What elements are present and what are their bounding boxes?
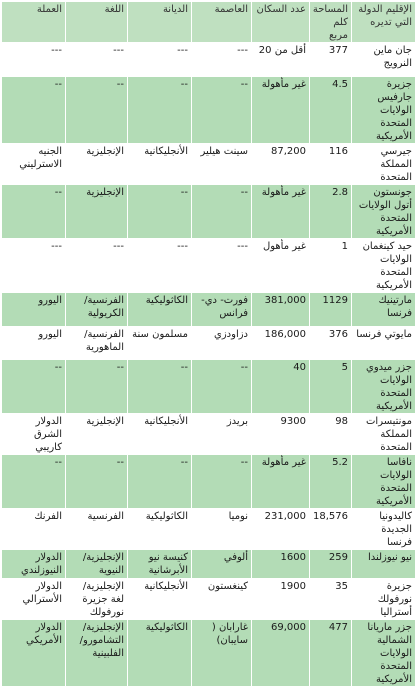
cell-language: الإنجليزية bbox=[66, 414, 128, 455]
cell-religion: -- bbox=[128, 77, 192, 144]
header-population: عدد السكان bbox=[252, 2, 310, 43]
cell-area: 98 bbox=[310, 414, 352, 455]
header-language: اللغة bbox=[66, 2, 128, 43]
cell-religion: -- bbox=[128, 455, 192, 509]
cell-language: -- bbox=[66, 455, 128, 509]
cell-currency: الدولار الشرق كاريبي bbox=[2, 414, 66, 455]
cell-area: 116 bbox=[310, 144, 352, 185]
cell-population: غير مأهولة bbox=[252, 455, 310, 509]
cell-language: --- bbox=[66, 239, 128, 293]
table-row bbox=[2, 327, 416, 360]
cell-language: الإنجليزية bbox=[66, 185, 128, 239]
cell-population: غير مأهولة bbox=[252, 77, 310, 144]
cell-religion: --- bbox=[128, 43, 192, 77]
cell-religion: الكاثوليكية bbox=[128, 509, 192, 550]
table-body bbox=[2, 43, 416, 687]
cell-capital: دزاودزي bbox=[192, 327, 252, 360]
cell-population: أقل من 20 bbox=[252, 43, 310, 77]
cell-capital: فورت- دي- فرانس bbox=[192, 293, 252, 327]
cell-currency: -- bbox=[2, 185, 66, 239]
table-row bbox=[2, 293, 416, 327]
cell-language: -- bbox=[66, 77, 128, 144]
cell-religion: الأنجليكانية bbox=[128, 579, 192, 620]
cell-religion: الكاثوليكية bbox=[128, 620, 192, 687]
cell-capital: ألوفي bbox=[192, 550, 252, 579]
cell-currency: الدولار الأسترالي bbox=[2, 579, 66, 620]
cell-territory: جزر ميدوي الولايات المتحدة الأمريكية bbox=[352, 360, 416, 414]
table-row bbox=[2, 414, 416, 455]
cell-area: 18,576 bbox=[310, 509, 352, 550]
cell-area: 377 bbox=[310, 43, 352, 77]
table-row bbox=[2, 620, 416, 687]
cell-capital: نوميا bbox=[192, 509, 252, 550]
territories-table bbox=[1, 1, 416, 687]
cell-territory: نيو نيوزلندا bbox=[352, 550, 416, 579]
cell-language: -- bbox=[66, 360, 128, 414]
table-header-row bbox=[2, 2, 416, 43]
cell-territory: جزر ماريانا الشمالية الولايات المتحدة الأمريكية bbox=[352, 620, 416, 687]
cell-currency: -- bbox=[2, 77, 66, 144]
cell-capital: غارابان ( سايبان) bbox=[192, 620, 252, 687]
header-currency: العملة bbox=[2, 2, 66, 43]
cell-religion: الأنجليكانية bbox=[128, 414, 192, 455]
cell-territory: جيرسي المملكة المتحدة bbox=[352, 144, 416, 185]
cell-religion: مسلمون سنة bbox=[128, 327, 192, 360]
table-row bbox=[2, 550, 416, 579]
cell-territory: كاليدونيا الجديدة فرنسا bbox=[352, 509, 416, 550]
cell-population: 40 bbox=[252, 360, 310, 414]
cell-religion: الأنجليكانية bbox=[128, 144, 192, 185]
cell-territory: مارتينيك فرنسا bbox=[352, 293, 416, 327]
cell-area: 5 bbox=[310, 360, 352, 414]
header-area: المساحة كلم مربع bbox=[310, 2, 352, 43]
cell-capital: -- bbox=[192, 360, 252, 414]
cell-religion: الكاثوليكية bbox=[128, 293, 192, 327]
table-row bbox=[2, 509, 416, 550]
cell-capital: --- bbox=[192, 239, 252, 293]
cell-area: 259 bbox=[310, 550, 352, 579]
cell-population: 69,000 bbox=[252, 620, 310, 687]
cell-population: 381,000 bbox=[252, 293, 310, 327]
cell-language: الإنجليزية bbox=[66, 144, 128, 185]
cell-currency: اليورو bbox=[2, 293, 66, 327]
cell-currency: الجنيه الاسترليني bbox=[2, 144, 66, 185]
cell-language: --- bbox=[66, 43, 128, 77]
cell-area: 477 bbox=[310, 620, 352, 687]
cell-population: 231,000 bbox=[252, 509, 310, 550]
cell-currency: الفرنك bbox=[2, 509, 66, 550]
cell-capital: -- bbox=[192, 455, 252, 509]
cell-territory: حيد كينغمان الولايات المتحدة الأمريكية bbox=[352, 239, 416, 293]
cell-area: 4.5 bbox=[310, 77, 352, 144]
cell-population: غير مأهولة bbox=[252, 185, 310, 239]
table-row bbox=[2, 144, 416, 185]
cell-capital: بريدز bbox=[192, 414, 252, 455]
cell-capital: كينغستون bbox=[192, 579, 252, 620]
cell-currency: --- bbox=[2, 239, 66, 293]
cell-language: الإنجليزية/ النيوية bbox=[66, 550, 128, 579]
table-row bbox=[2, 77, 416, 144]
cell-currency: اليورو bbox=[2, 327, 66, 360]
cell-language: الفرنسية/ الماهورية bbox=[66, 327, 128, 360]
cell-population: 1600 bbox=[252, 550, 310, 579]
cell-area: 376 bbox=[310, 327, 352, 360]
cell-capital: سينت هيلير bbox=[192, 144, 252, 185]
cell-language: الإنجليزية/ التشامورو/ الفلبينية bbox=[66, 620, 128, 687]
cell-currency: -- bbox=[2, 455, 66, 509]
cell-capital: --- bbox=[192, 43, 252, 77]
cell-territory: مونتيسرات المملكة المتحدة bbox=[352, 414, 416, 455]
header-religion: الديانة bbox=[128, 2, 192, 43]
cell-population: غير مأهول bbox=[252, 239, 310, 293]
table-row bbox=[2, 185, 416, 239]
cell-territory: جان ماين النرويج bbox=[352, 43, 416, 77]
cell-territory: جزيرة جارفيس الولايات المتحدة الأمريكية bbox=[352, 77, 416, 144]
cell-area: 2.8 bbox=[310, 185, 352, 239]
cell-territory: جزيرة نورفولك أستراليا bbox=[352, 579, 416, 620]
cell-territory: جونستون أتول الولايات المتحدة الأمريكية bbox=[352, 185, 416, 239]
table-row bbox=[2, 579, 416, 620]
cell-religion: كنيسة نيو الأبرشانية bbox=[128, 550, 192, 579]
cell-currency: الدولار النيوزلندي bbox=[2, 550, 66, 579]
cell-currency: --- bbox=[2, 43, 66, 77]
cell-area: 35 bbox=[310, 579, 352, 620]
cell-currency: الدولار الأمريكي bbox=[2, 620, 66, 687]
table-row bbox=[2, 455, 416, 509]
header-capital: العاصمة bbox=[192, 2, 252, 43]
cell-language: الفرنسية/ الكريولية bbox=[66, 293, 128, 327]
header-territory: الإقليم الدولة التي تديره bbox=[352, 2, 416, 43]
cell-language: الفرنسية bbox=[66, 509, 128, 550]
cell-area: 5.2 bbox=[310, 455, 352, 509]
cell-population: 87,200 bbox=[252, 144, 310, 185]
cell-population: 1900 bbox=[252, 579, 310, 620]
table-row bbox=[2, 239, 416, 293]
cell-territory: مايوتي فرنسا bbox=[352, 327, 416, 360]
cell-religion: -- bbox=[128, 185, 192, 239]
cell-religion: -- bbox=[128, 360, 192, 414]
cell-religion: --- bbox=[128, 239, 192, 293]
cell-area: 1 bbox=[310, 239, 352, 293]
cell-capital: -- bbox=[192, 185, 252, 239]
cell-population: 186,000 bbox=[252, 327, 310, 360]
table-row bbox=[2, 360, 416, 414]
cell-capital: -- bbox=[192, 77, 252, 144]
table-row bbox=[2, 43, 416, 77]
cell-area: 1129 bbox=[310, 293, 352, 327]
cell-currency: -- bbox=[2, 360, 66, 414]
cell-territory: نافاسا الولايات المتحدة الأمريكية bbox=[352, 455, 416, 509]
cell-language: الإنجليزية/ لغة جزيرة نورفولك bbox=[66, 579, 128, 620]
cell-population: 9300 bbox=[252, 414, 310, 455]
